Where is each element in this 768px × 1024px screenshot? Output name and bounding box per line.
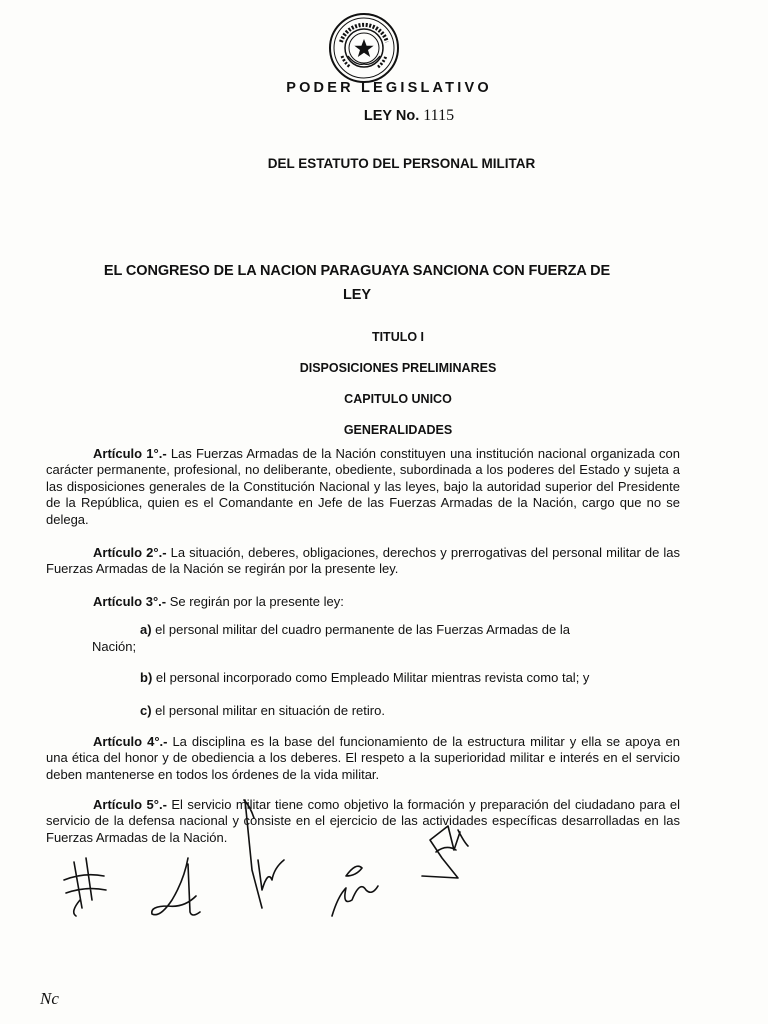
item-c-letter: c) [140,703,152,718]
chapter-heading: CAPITULO UNICO [344,392,452,406]
enactment-formula [46,259,668,307]
title-name: DISPOSICIONES PRELIMINARES [299,361,497,375]
enactment-line-1: EL CONGRESO DE LA NACION PARAGUAYA SANCIONA CON FUERZA DE [103,263,611,279]
signature-2 [152,858,200,915]
law-subject: DEL ESTATUTO DEL PERSONAL MILITAR [267,156,536,171]
item-a-text: el personal militar del cuadro permanente de las Fuerzas Armadas de la [151,622,570,637]
item-b-text: el personal incorporado como Empleado Militar mientras revista como tal; y [152,670,590,685]
article-5-label: Artículo 5°.- [93,797,167,812]
chapter-name: GENERALIDADES [343,423,453,437]
article-3-item-c [140,703,385,719]
item-a-letter: a) [140,622,152,637]
law-number-heading [0,107,768,125]
national-seal-icon [328,12,400,84]
title-heading: TITULO I [371,330,425,344]
article-3-label: Artículo 3°.- [93,594,167,609]
article-2-label: Artículo 2°.- [93,545,167,560]
article-3-item-b [140,670,589,686]
article-4-label: Artículo 4°.- [93,734,168,749]
signature-4 [332,866,378,916]
article-5 [46,797,680,846]
article-3-item-a [140,622,680,638]
law-number: 1115 [423,107,455,124]
article-1-text: Las Fuerzas Armadas de la Nación constituyen una institución nacional organizada con carácter permanente, profesional, no deliberante, obediente, subordinada a los poderes del Estado y sujeta a las disposiciones generales de la Constitución Nacional y las leyes, bajo la autoridad superior del Presidente de la República, quien es el Comandante en Jefe de las Fuerzas Armadas de la Nación, cargo que no se delega. [46,446,680,527]
article-3-text: Se regirán por la presente ley: [166,594,344,609]
legislative-branch-heading: PODER LEGISLATIVO [286,80,492,96]
article-1-label: Artículo 1°.- [93,446,167,461]
enactment-line-2: LEY [343,287,371,303]
initials-mark: Nc [40,989,59,1008]
article-3 [46,594,680,610]
article-3-item-a-continuation: Nación; [92,639,137,654]
article-1 [46,446,680,528]
law-label: LEY No. [363,108,420,124]
article-4-text: La disciplina es la base del funcionamiento de la estructura militar y ella se apoya en una ética del honor y de obediencia a los deberes. El respeto a la superioridad militar e interés en el servicio deben mantenerse en todos los órdenes de la vida militar. [46,734,681,782]
signature-1 [64,858,106,916]
article-2-text: La situación, deberes, obligaciones, derechos y prerrogativas del personal militar de las Fuerzas Armadas de la Nación se regirán por la presente ley. [46,545,680,577]
item-b-letter: b) [140,670,153,685]
article-5-text: El servicio militar tiene como objetivo la formación y preparación del ciudadano para el servicio de la defensa nacional y consiste en el ejercicio de las actividades específicas desarrolladas en las Fuerzas Armadas de la Nación. [46,797,680,845]
article-4 [46,734,680,783]
item-c-text: el personal militar en situación de retiro. [151,703,385,718]
article-2 [46,545,680,578]
